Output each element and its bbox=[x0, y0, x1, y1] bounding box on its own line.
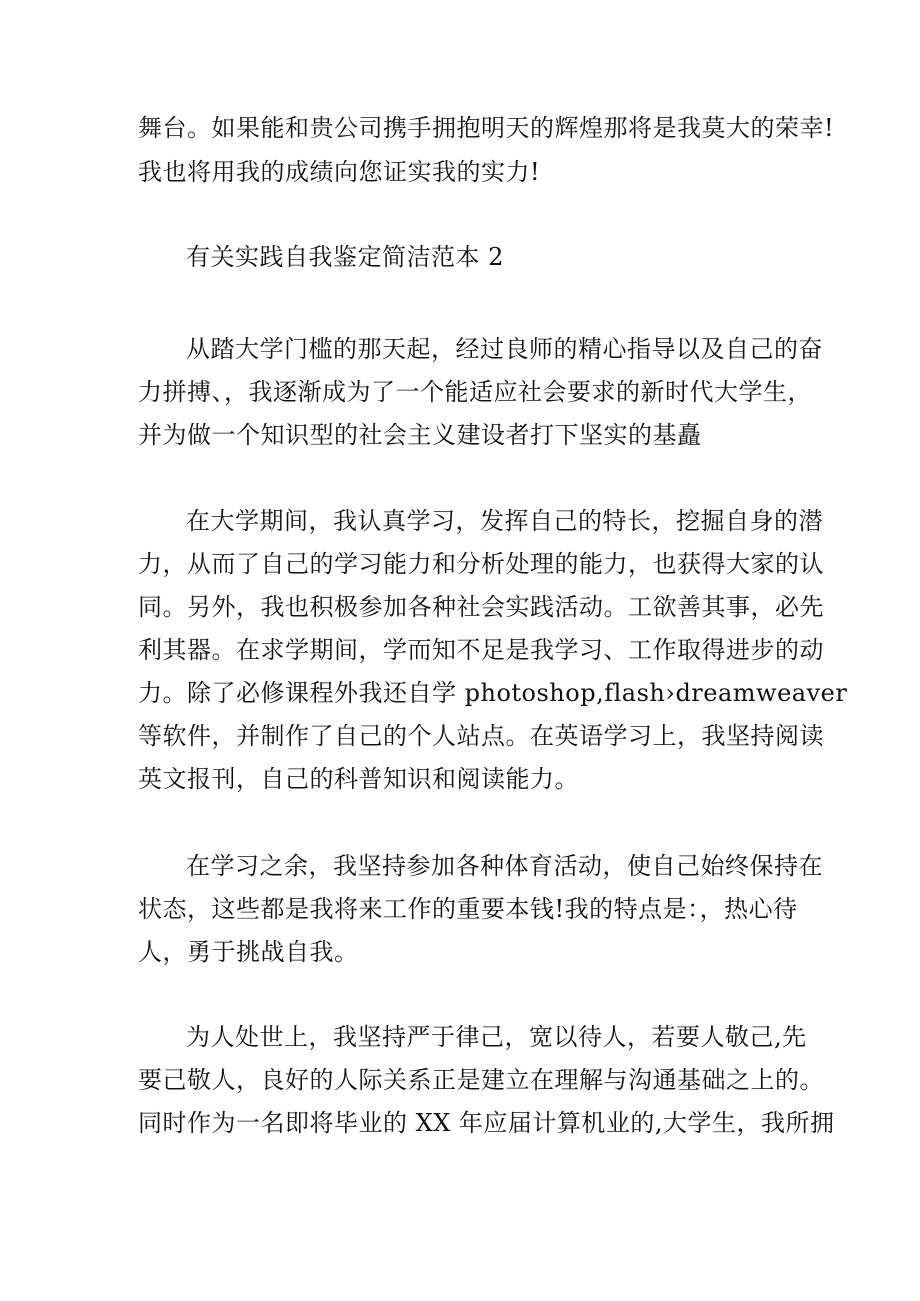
paragraph-3-line-3: 人，勇于挑战自我。 bbox=[138, 938, 359, 966]
paragraph-intro-end-line-1: 舞台。如果能和贵公司携手拥抱明天的辉煌那将是我莫大的荣幸! bbox=[138, 114, 835, 142]
paragraph-1-line-1: 从踏大学门槛的那天起，经过良师的精心指导以及自己的奋 bbox=[186, 335, 823, 363]
paragraph-2-line-4: 利其器。在求学期间，学而知不足是我学习、工作取得进步的动 bbox=[138, 636, 824, 664]
paragraph-3-line-1: 在学习之余，我坚持参加各种体育活动，使自己始终保持在 bbox=[186, 852, 823, 880]
paragraph-2-line-6: 等软件，并制作了自己的个人站点。在英语学习上，我坚持阅读 bbox=[138, 722, 824, 750]
paragraph-2-line-3: 同。另外，我也积极参加各种社会实践活动。工欲善其事，必先 bbox=[138, 593, 824, 621]
paragraph-2-line-7: 英文报刊，自己的科普知识和阅读能力。 bbox=[138, 765, 579, 793]
paragraph-1-line-3: 并为做一个知识型的社会主义建设者打下坚实的基矗 bbox=[138, 421, 702, 449]
section-heading: 有关实践自我鉴定简洁范本 2 bbox=[186, 243, 504, 271]
paragraph-4-line-1: 为人处世上，我坚持严于律己，宽以待人，若要人敬己,先 bbox=[186, 1023, 807, 1051]
paragraph-4-line-2: 要己敬人，良好的人际关系正是建立在理解与沟通基础之上的。 bbox=[138, 1066, 824, 1094]
paragraph-4-line-3: 同时作为一名即将毕业的 XX 年应届计算机业的,大学生，我所拥 bbox=[138, 1109, 835, 1137]
paragraph-2-line-5: 力。除了必修课程外我还自学 photoshop,flash›dreamweaver bbox=[138, 679, 848, 707]
paragraph-2-line-2: 力，从而了自己的学习能力和分析处理的能力，也获得大家的认 bbox=[138, 550, 824, 578]
paragraph-1-line-2: 力拼搏、，我逐渐成为了一个能适应社会要求的新时代大学生， bbox=[138, 378, 812, 406]
paragraph-intro-end-line-2: 我也将用我的成绩向您证实我的实力! bbox=[138, 158, 541, 186]
paragraph-3-line-2: 状态，这些都是我将来工作的重要本钱!我的特点是：，热心待 bbox=[138, 895, 798, 923]
paragraph-2-line-1: 在大学期间，我认真学习，发挥自己的特长，挖掘自身的潜 bbox=[186, 507, 823, 535]
